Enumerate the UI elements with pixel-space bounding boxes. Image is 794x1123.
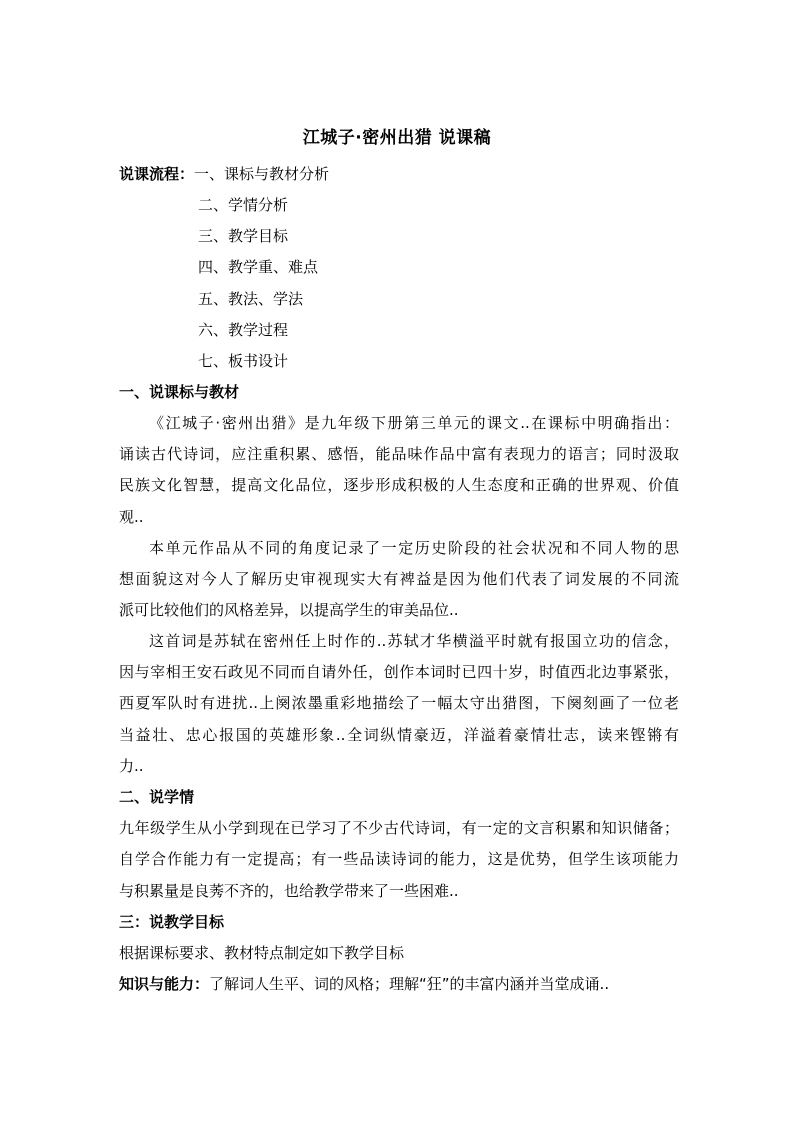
flow-item: 三、教学目标 [198,227,289,245]
flow-item: 六、教学过程 [198,321,289,339]
paragraph-line: 因与宰相王安石政见不同而自请外任，创作本词时已四十岁，时值西北边事紧张， [119,663,679,681]
goal-line [119,973,679,995]
document-title: 江城子·密州出猎 说课稿 [302,128,492,148]
paragraph-line: 诵读古代诗词，应注重积累、感悟，能品味作品中富有表现力的语言；同时汲取 [119,445,679,463]
paragraph-line: 西夏军队时有进扰..上阕浓墨重彩地描绘了一幅太守出猎图，下阕刻画了一位老 [119,694,679,712]
paragraph-line: 根据课标要求、教材特点制定如下教学目标 [119,944,405,962]
paragraph-line: 当益壮、忠心报国的英雄形象..全词纵情豪迈，洋溢着豪情壮志，读来铿锵有 [119,726,679,744]
section-heading: 三：说教学目标 [119,913,225,931]
paragraph-line: 力.. [119,757,144,775]
paragraph-line: 民族文化智慧，提高文化品位，逐步形成积极的人生态度和正确的世界观、价值 [119,476,679,494]
paragraph-line: 这首词是苏轼在密州任上时作的..苏轼才华横溢平时就有报国立功的信念， [149,632,679,650]
paragraph-line: 派可比较他们的风格差异，以提高学生的审美品位.. [119,601,459,619]
flow-item: 一、课标与教材分析 [194,165,330,183]
goal-label: 知识与能力： [119,975,210,993]
paragraph-line: 观.. [119,508,144,526]
paragraph-line: 与积累量是良莠不齐的，也给教学带来了一些困难.. [119,882,459,900]
paragraph-line: 《江城子·密州出猎》是九年级下册第三单元的课文..在课标中明确指出： [149,414,679,432]
paragraph-line: 九年级学生从小学到现在已学习了不少古代诗词，有一定的文言积累和知识储备； [119,819,679,837]
paragraph-line: 自学合作能力有一定提高；有一些品读诗词的能力，这是优势，但学生该项能力 [119,850,679,868]
paragraph-line: 本单元作品从不同的角度记录了一定历史阶段的社会状况和不同人物的思 [149,539,679,557]
paragraph-line: 想面貌这对今人了解历史审视现实大有裨益是因为他们代表了词发展的不同流 [119,570,679,588]
flow-first-line [119,163,679,185]
section-heading: 一、说课标与教材 [119,383,240,401]
flow-item: 四、教学重、难点 [198,258,319,276]
section-heading: 二、说学情 [119,788,195,806]
flow-item: 五、教法、学法 [198,290,304,308]
goal-text: 了解词人生平、词的风格；理解“狂”的丰富内涵并当堂成诵.. [209,975,610,993]
flow-item: 二、学情分析 [198,196,289,214]
flow-label: 说课流程： [119,165,195,183]
flow-item: 七、板书设计 [198,352,289,370]
